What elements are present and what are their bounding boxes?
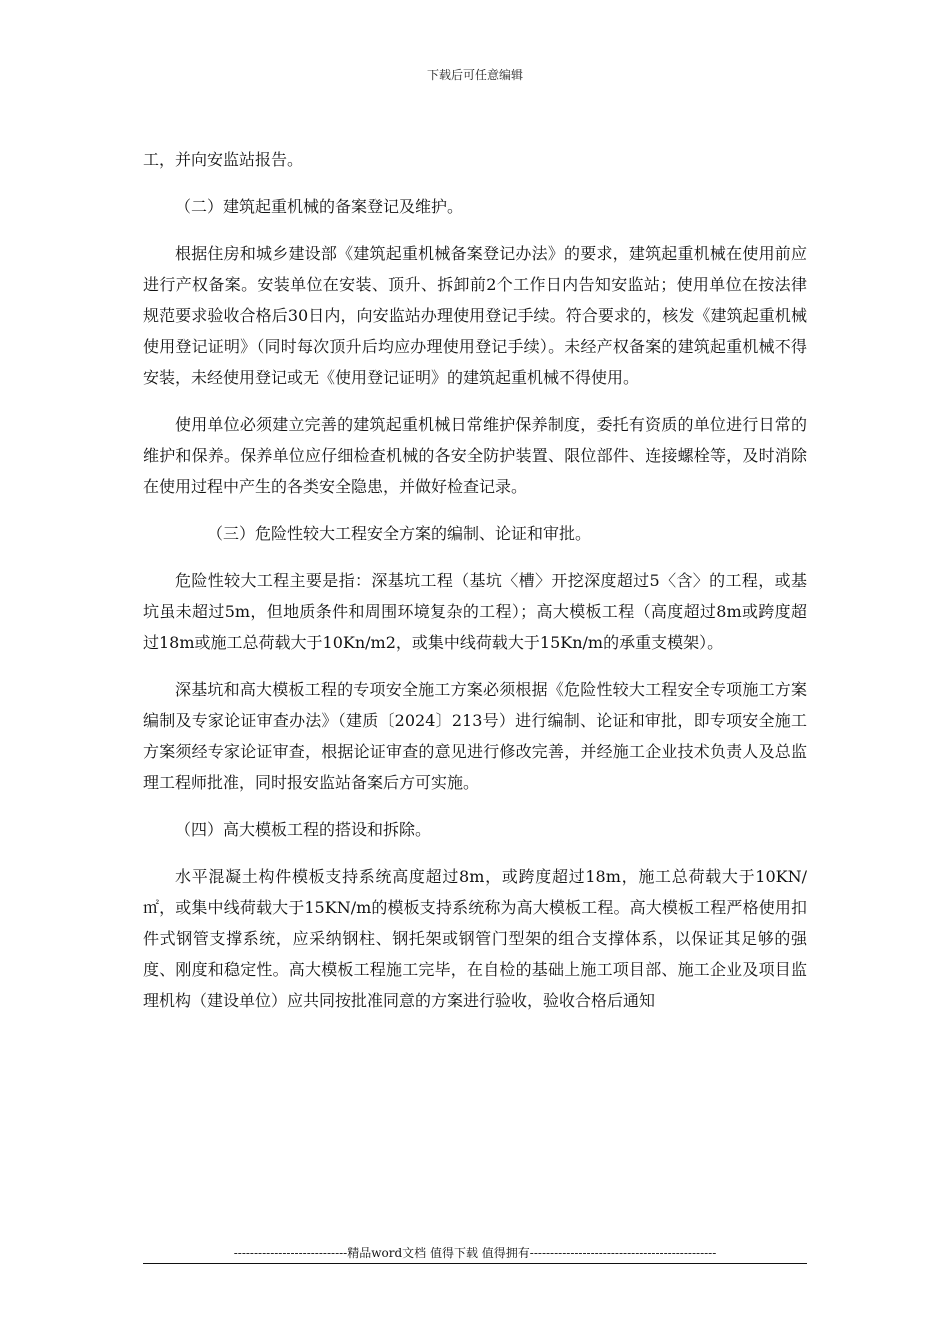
document-body bbox=[143, 144, 807, 1016]
page-footer: ----------------------------精品word文档 值得下载 值得拥有---------------------------------------------- bbox=[233, 1246, 717, 1260]
section-heading-4: （四）高大模板工程的搭设和拆除。 bbox=[175, 820, 432, 839]
paragraph-crane-registration: 根据住房和城乡建设部《建筑起重机械备案登记办法》的要求，建筑起重机械在使用前应进行产权备案。安装单位在安装、顶升、拆卸前2个工作日内告知安监站；使用单位在按法律规范要求验收合格后30日内，向安监站办理使用登记手续。符合要求的，核发《建筑起重机械使用登记证明》（同时每次顶升后均应办理使用登记手续）。未经产权备案的建筑起重机械不得安装，未经使用登记或无《使用登记证明》的建筑起重机械不得使用。 bbox=[143, 244, 807, 387]
section-heading-3: （三）危险性较大工程安全方案的编制、论证和审批。 bbox=[207, 524, 592, 543]
page-header: 下载后可任意编辑 bbox=[426, 68, 523, 82]
paragraph-special-plan: 深基坑和高大模板工程的专项安全施工方案必须根据《危险性较大工程安全专项施工方案编制及专家论证审查办法》（建质〔2024〕213号）进行编制、论证和审批，即专项安全施工方案须经专家论证审查，根据论证审查的意见进行修改完善，并经施工企业技术负责人及总监理工程师批准，同时报安监站备案后方可实施。 bbox=[143, 680, 807, 792]
paragraph-continuation: 工，并向安监站报告。 bbox=[143, 150, 304, 169]
paragraph-crane-maintenance: 使用单位必须建立完善的建筑起重机械日常维护保养制度，委托有资质的单位进行日常的维护和保养。保养单位应仔细检查机械的各安全防护装置、限位部件、连接螺栓等，及时消除在使用过程中产生的各类安全隐患，并做好检查记录。 bbox=[143, 415, 807, 496]
section-heading-2: （二）建筑起重机械的备案登记及维护。 bbox=[175, 197, 464, 216]
paragraph-dangerous-works: 危险性较大工程主要是指：深基坑工程（基坑〈槽〉开挖深度超过5〈含〉的工程，或基坑虽未超过5m，但地质条件和周围环境复杂的工程）；高大模板工程（高度超过8m或跨度超过18m或施工总荷载大于10Kn/m2，或集中线荷载大于15Kn/m的承重支模架）。 bbox=[143, 571, 807, 652]
paragraph-formwork: 水平混凝土构件模板支持系统高度超过8m，或跨度超过18m，施工总荷载大于10KN/㎡，或集中线荷载大于15KN/m的模板支持系统称为高大模板工程。高大模板工程严格使用扣件式钢管支撑系统，应采纳钢柱、钢托架或钢管门型架的组合支撑体系，以保证其足够的强度、刚度和稳定性。高大模板工程施工完毕，在自检的基础上施工项目部、施工企业及项目监理机构（建设单位）应共同按批准同意的方案进行验收，验收合格后通知 bbox=[143, 867, 807, 1010]
footer-divider bbox=[143, 1263, 807, 1264]
